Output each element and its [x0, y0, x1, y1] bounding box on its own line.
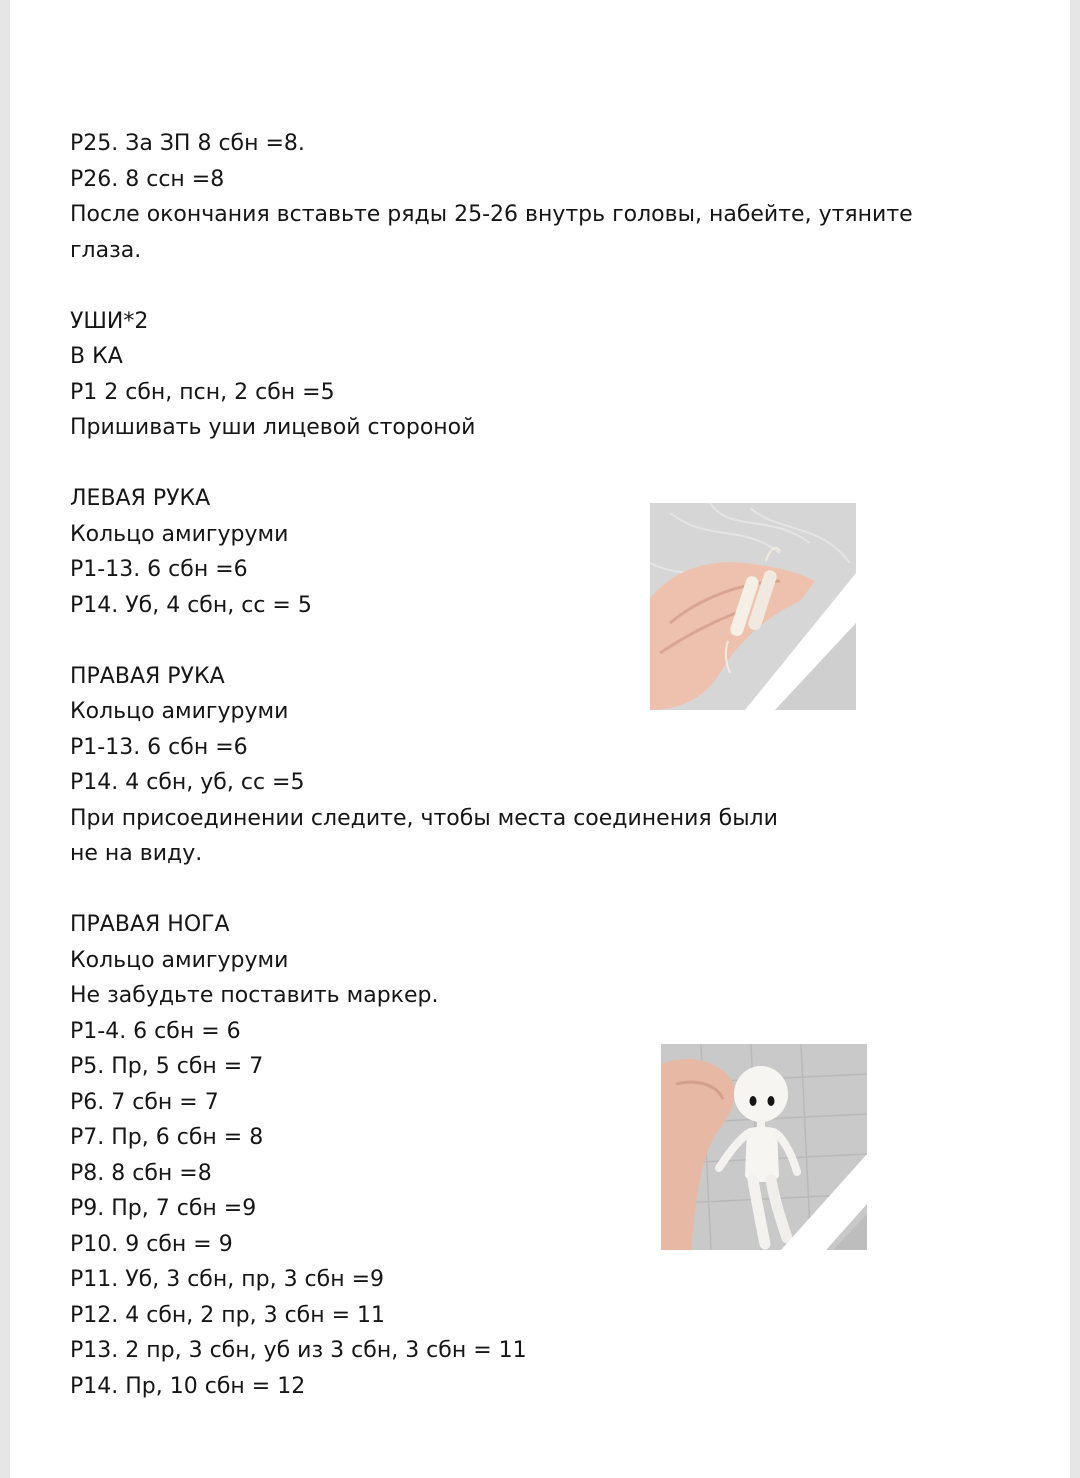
blank-line: [70, 872, 970, 908]
text-line: Кольцо амигуруми: [70, 947, 289, 973]
text-line: не на виду.: [70, 841, 203, 866]
blank-line: [70, 446, 970, 482]
text-line: Кольцо амигуруми: [70, 521, 289, 547]
text-line: В КА: [70, 344, 123, 369]
text-line: Р13. 2 пр, 3 сбн, уб из 3 сбн, 3 сбн = 11: [70, 1338, 527, 1363]
text-line: Р14. Уб, 4 сбн, сс = 5: [70, 592, 312, 618]
text-line: ЛЕВАЯ РУКА: [70, 486, 211, 511]
text-line: Р26. 8 ссн =8: [70, 166, 225, 192]
text-line: Не забудьте поставить маркер.: [70, 983, 439, 1008]
text-line: Р1 2 сбн, псн, 2 сбн =5: [70, 379, 335, 405]
text-line: Р1-13. 6 сбн =6: [70, 557, 248, 582]
text-line: Р1-13. 6 сбн =6: [70, 734, 248, 760]
text-line: После окончания вставьте ряды 25-26 внутрь головы, набейте, утяните: [70, 202, 913, 227]
photo-crocheted-doll-in-hand: [661, 1044, 867, 1250]
text-line: УШИ*2: [70, 308, 149, 334]
document-page: [10, 0, 1070, 1478]
text-line: Пришивать уши лицевой стороной: [70, 415, 476, 440]
text-line: Р25. За ЗП 8 сбн =8.: [70, 131, 305, 156]
text-line: Р14. 4 сбн, уб, сс =5: [70, 770, 305, 795]
text-line: глаза.: [70, 237, 142, 263]
arms-photo-illustration: [650, 503, 856, 710]
text-line: При присоединении следите, чтобы места соединения были: [70, 805, 778, 831]
text-line: Р7. Пр, 6 сбн = 8: [70, 1125, 264, 1150]
text-line: Р5. Пр, 5 сбн = 7: [70, 1054, 264, 1079]
text-line: Р1-4. 6 сбн = 6: [70, 1018, 241, 1044]
text-line: Р14. Пр, 10 сбн = 12: [70, 1373, 306, 1399]
text-line: Р12. 4 сбн, 2 пр, 3 сбн = 11: [70, 1302, 386, 1328]
text-line: Р9. Пр, 7 сбн =9: [70, 1196, 257, 1221]
text-line: Р8. 8 сбн =8: [70, 1160, 212, 1186]
blank-line: [70, 268, 970, 304]
photo-crocheted-arms-in-hand: [650, 503, 856, 710]
text-line: Р6. 7 сбн = 7: [70, 1089, 219, 1115]
text-line: Р11. Уб, 3 сбн, пр, 3 сбн =9: [70, 1267, 385, 1292]
doll-photo-illustration: [661, 1044, 867, 1250]
text-line: Кольцо амигуруми: [70, 699, 289, 724]
text-line: ПРАВАЯ НОГА: [70, 912, 230, 937]
text-line: ПРАВАЯ РУКА: [70, 663, 225, 689]
text-line: Р10. 9 сбн = 9: [70, 1231, 233, 1257]
